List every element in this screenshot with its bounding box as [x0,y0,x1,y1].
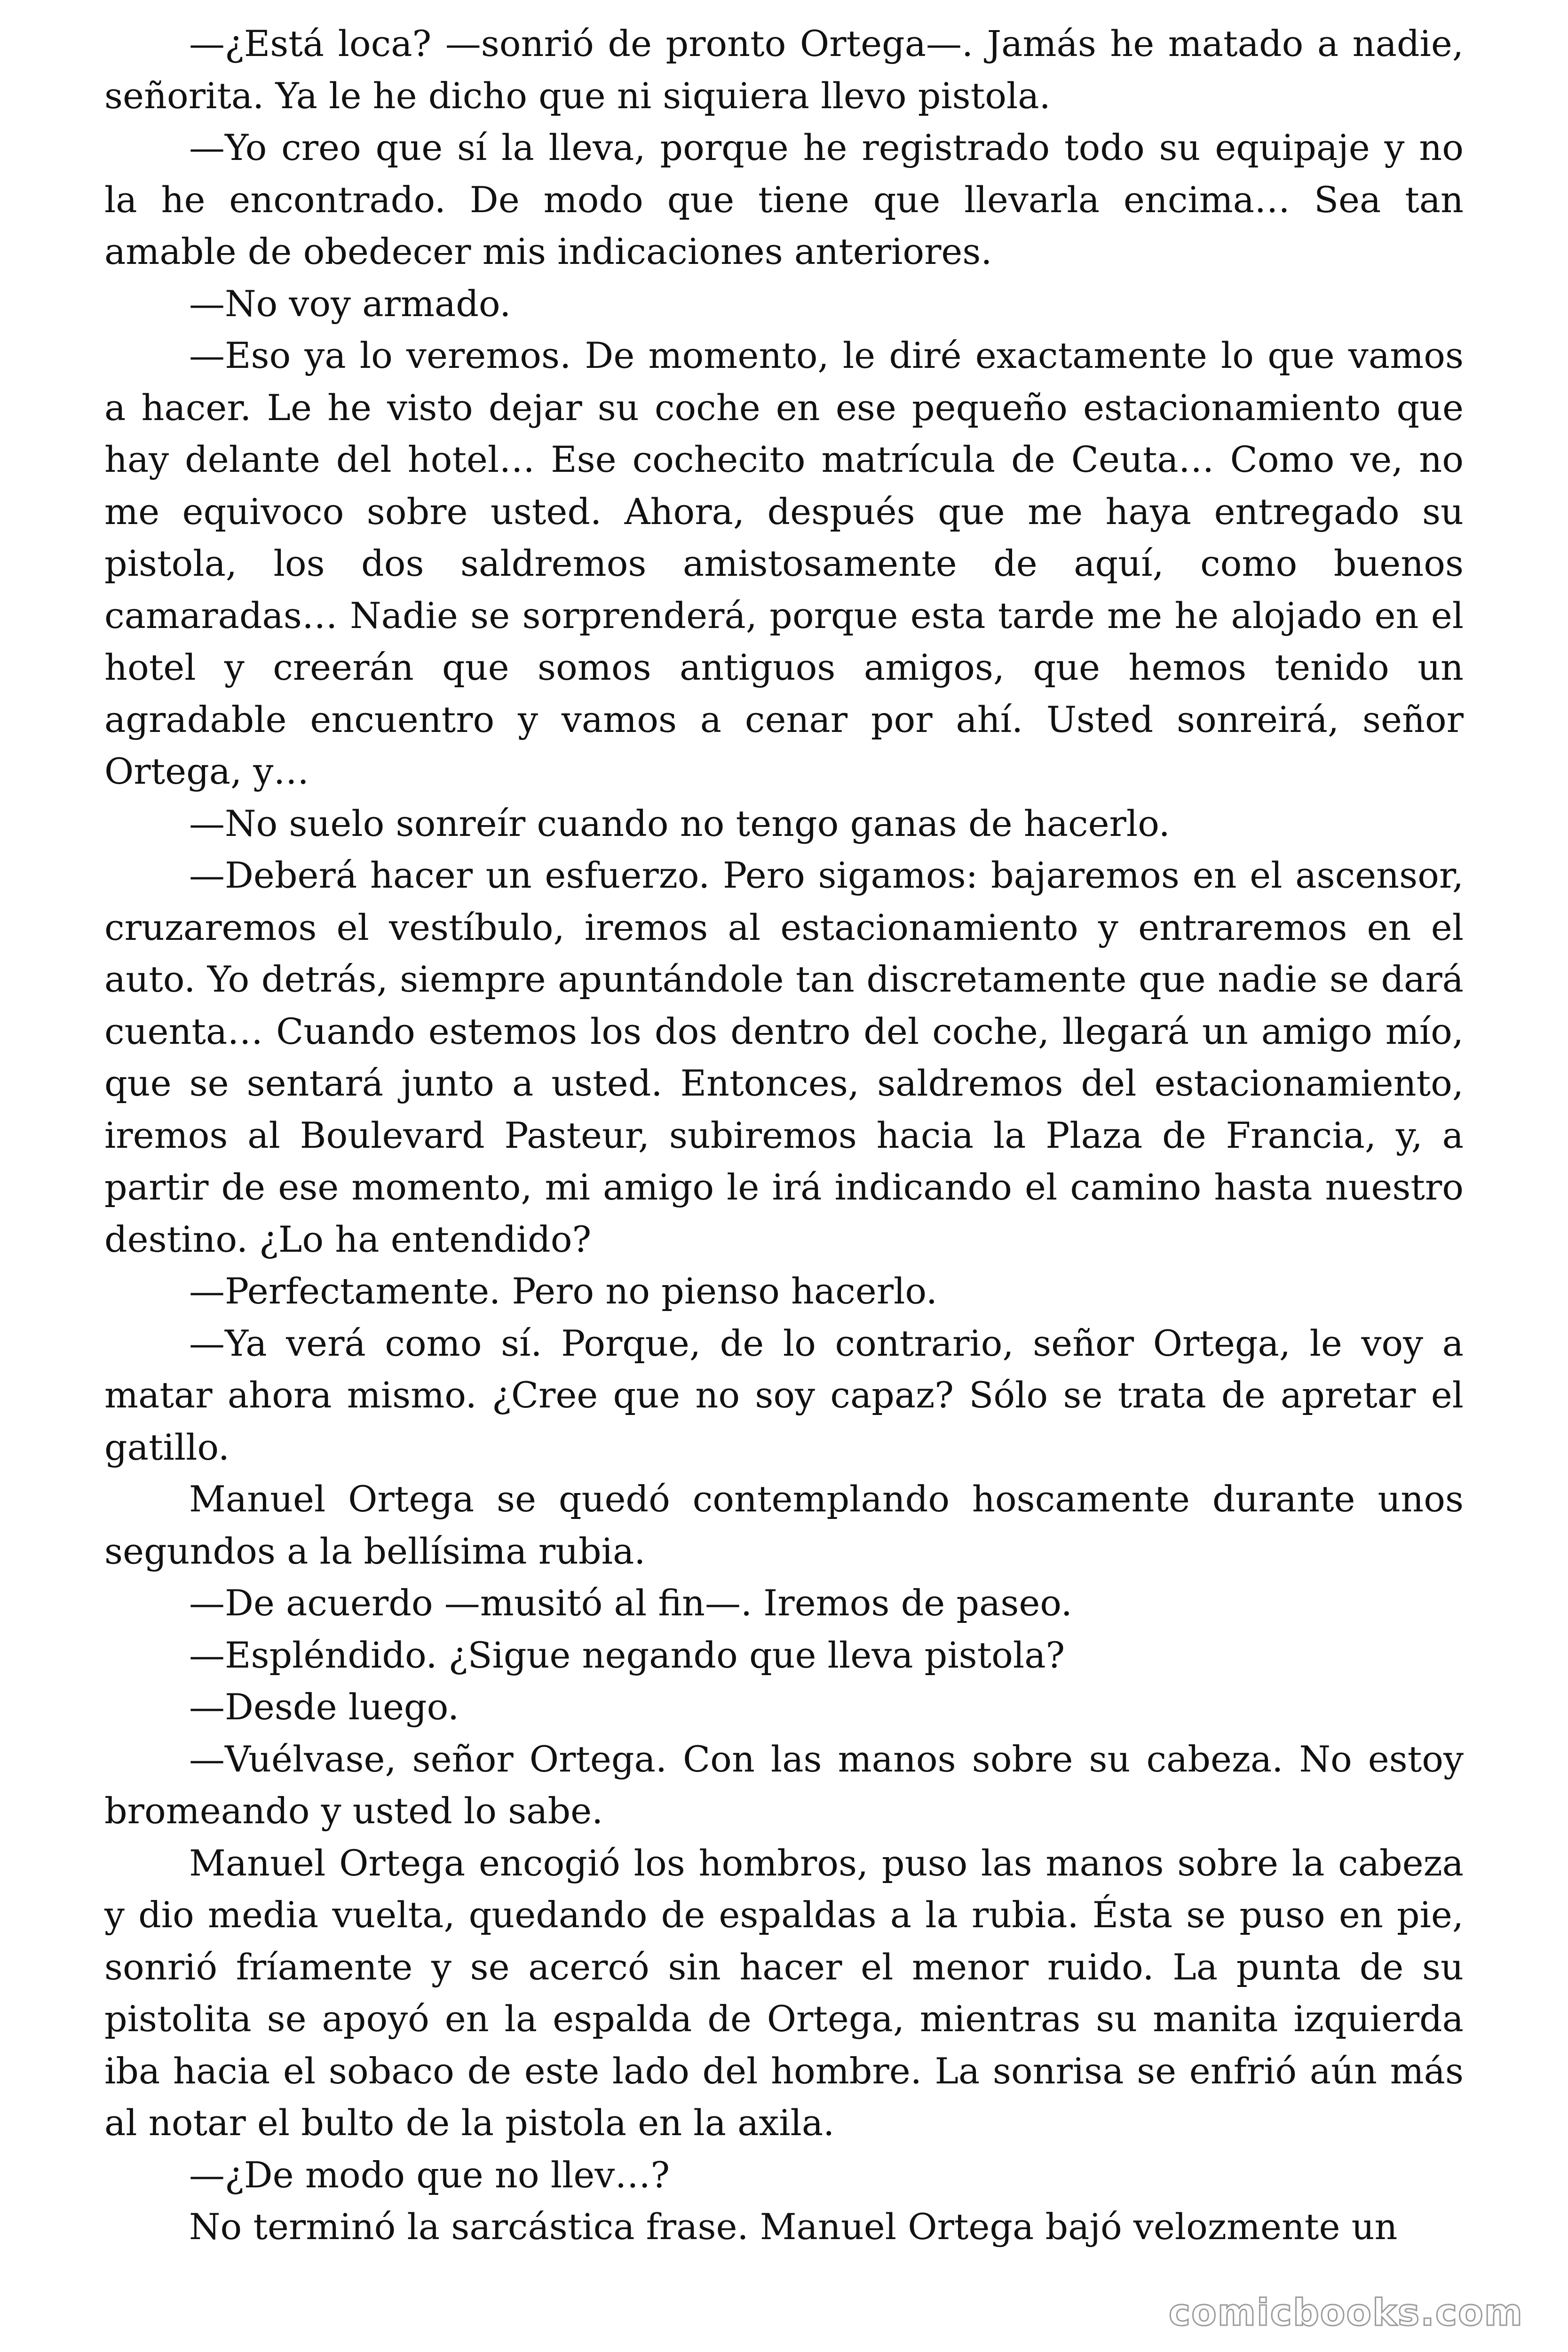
paragraph: No terminó la sarcástica frase. Manuel Ortega bajó velozmente un [189,2206,1398,2248]
paragraph: —No voy armado. [189,282,511,325]
paragraph: —Ya verá como sí. Porque, de lo contrario, señor Ortega, le voy a matar ahora mismo. ¿Cree que no soy capaz? Sólo se trata de apretar el gatillo. [104,1322,1464,1468]
paragraph: —Yo creo que sí la lleva, porque he registrado todo su equipaje y no la he encontrado. De modo que tiene que llevarla encima… Sea tan amable de obedecer mis indicaciones anteriores. [104,127,1464,272]
paragraph: —Eso ya lo veremos. De momento, le diré exactamente lo que vamos a hacer. Le he visto dejar su coche en ese pequeño estacionamiento que hay delante del hotel… Ese cochecito matrícula de Ceuta… Como ve, no me equivoco sobre usted. Ahora, después que me haya entregado su pistola, los dos saldremos amistosamente de aquí, como buenos camaradas… Nadie se sorprenderá, porque esta tarde me he alojado en el hotel y creerán que somos antiguos amigos, que hemos tenido un agradable encuentro y vamos a cenar por ahí. Usted sonreirá, señor Ortega, y… [104,334,1464,792]
paragraph: —Perfectamente. Pero no pienso hacerlo. [189,1270,937,1312]
paragraph: Manuel Ortega encogió los hombros, puso las manos sobre la cabeza y dio media vuelta, quedando de espaldas a la rubia. Ésta se puso en pie, sonrió fríamente y se acercó sin hacer el menor ruido. La punta de su pistolita se apoyó en la espalda de Ortega, mientras su manita izquierda iba hacia el sobaco de este lado del hombre. La sonrisa se enfrió aún más al notar el bulto de la pistola en la axila. [104,1842,1464,2144]
paragraph: —¿De modo que no llev…? [189,2153,670,2196]
paragraph: —Desde luego. [189,1686,459,1728]
paragraph: Manuel Ortega se quedó contemplando hoscamente durante unos segundos a la bellísima rubia. [104,1478,1464,1572]
watermark: comicbooks.com [1168,2292,1523,2334]
paragraph: —Vuélvase, señor Ortega. Con las manos sobre su cabeza. No estoy bromeando y usted lo sabe. [104,1738,1464,1832]
paragraph: —No suelo sonreír cuando no tengo ganas de hacerlo. [189,802,1170,844]
paragraph: —Espléndido. ¿Sigue negando que lleva pistola? [189,1634,1065,1676]
page-text [104,18,1464,2253]
paragraph: —De acuerdo —musitó al fin—. Iremos de paseo. [189,1582,1072,1624]
paragraph: —¿Está loca? —sonrió de pronto Ortega—. Jamás he matado a nadie, señorita. Ya le he dicho que ni siquiera llevo pistola. [104,23,1464,117]
paragraph: —Deberá hacer un esfuerzo. Pero sigamos: bajaremos en el ascensor, cruzaremos el vestíbulo, iremos al estacionamiento y entraremos en el auto. Yo detrás, siempre apuntándole tan discretamente que nadie se dará cuenta… Cuando estemos los dos dentro del coche, llegará un amigo mío, que se sentará junto a usted. Entonces, saldremos del estacionamiento, iremos al Boulevard Pasteur, subiremos hacia la Plaza de Francia, y, a partir de ese momento, mi amigo le irá indicando el camino hasta nuestro destino. ¿Lo ha entendido? [104,854,1464,1260]
